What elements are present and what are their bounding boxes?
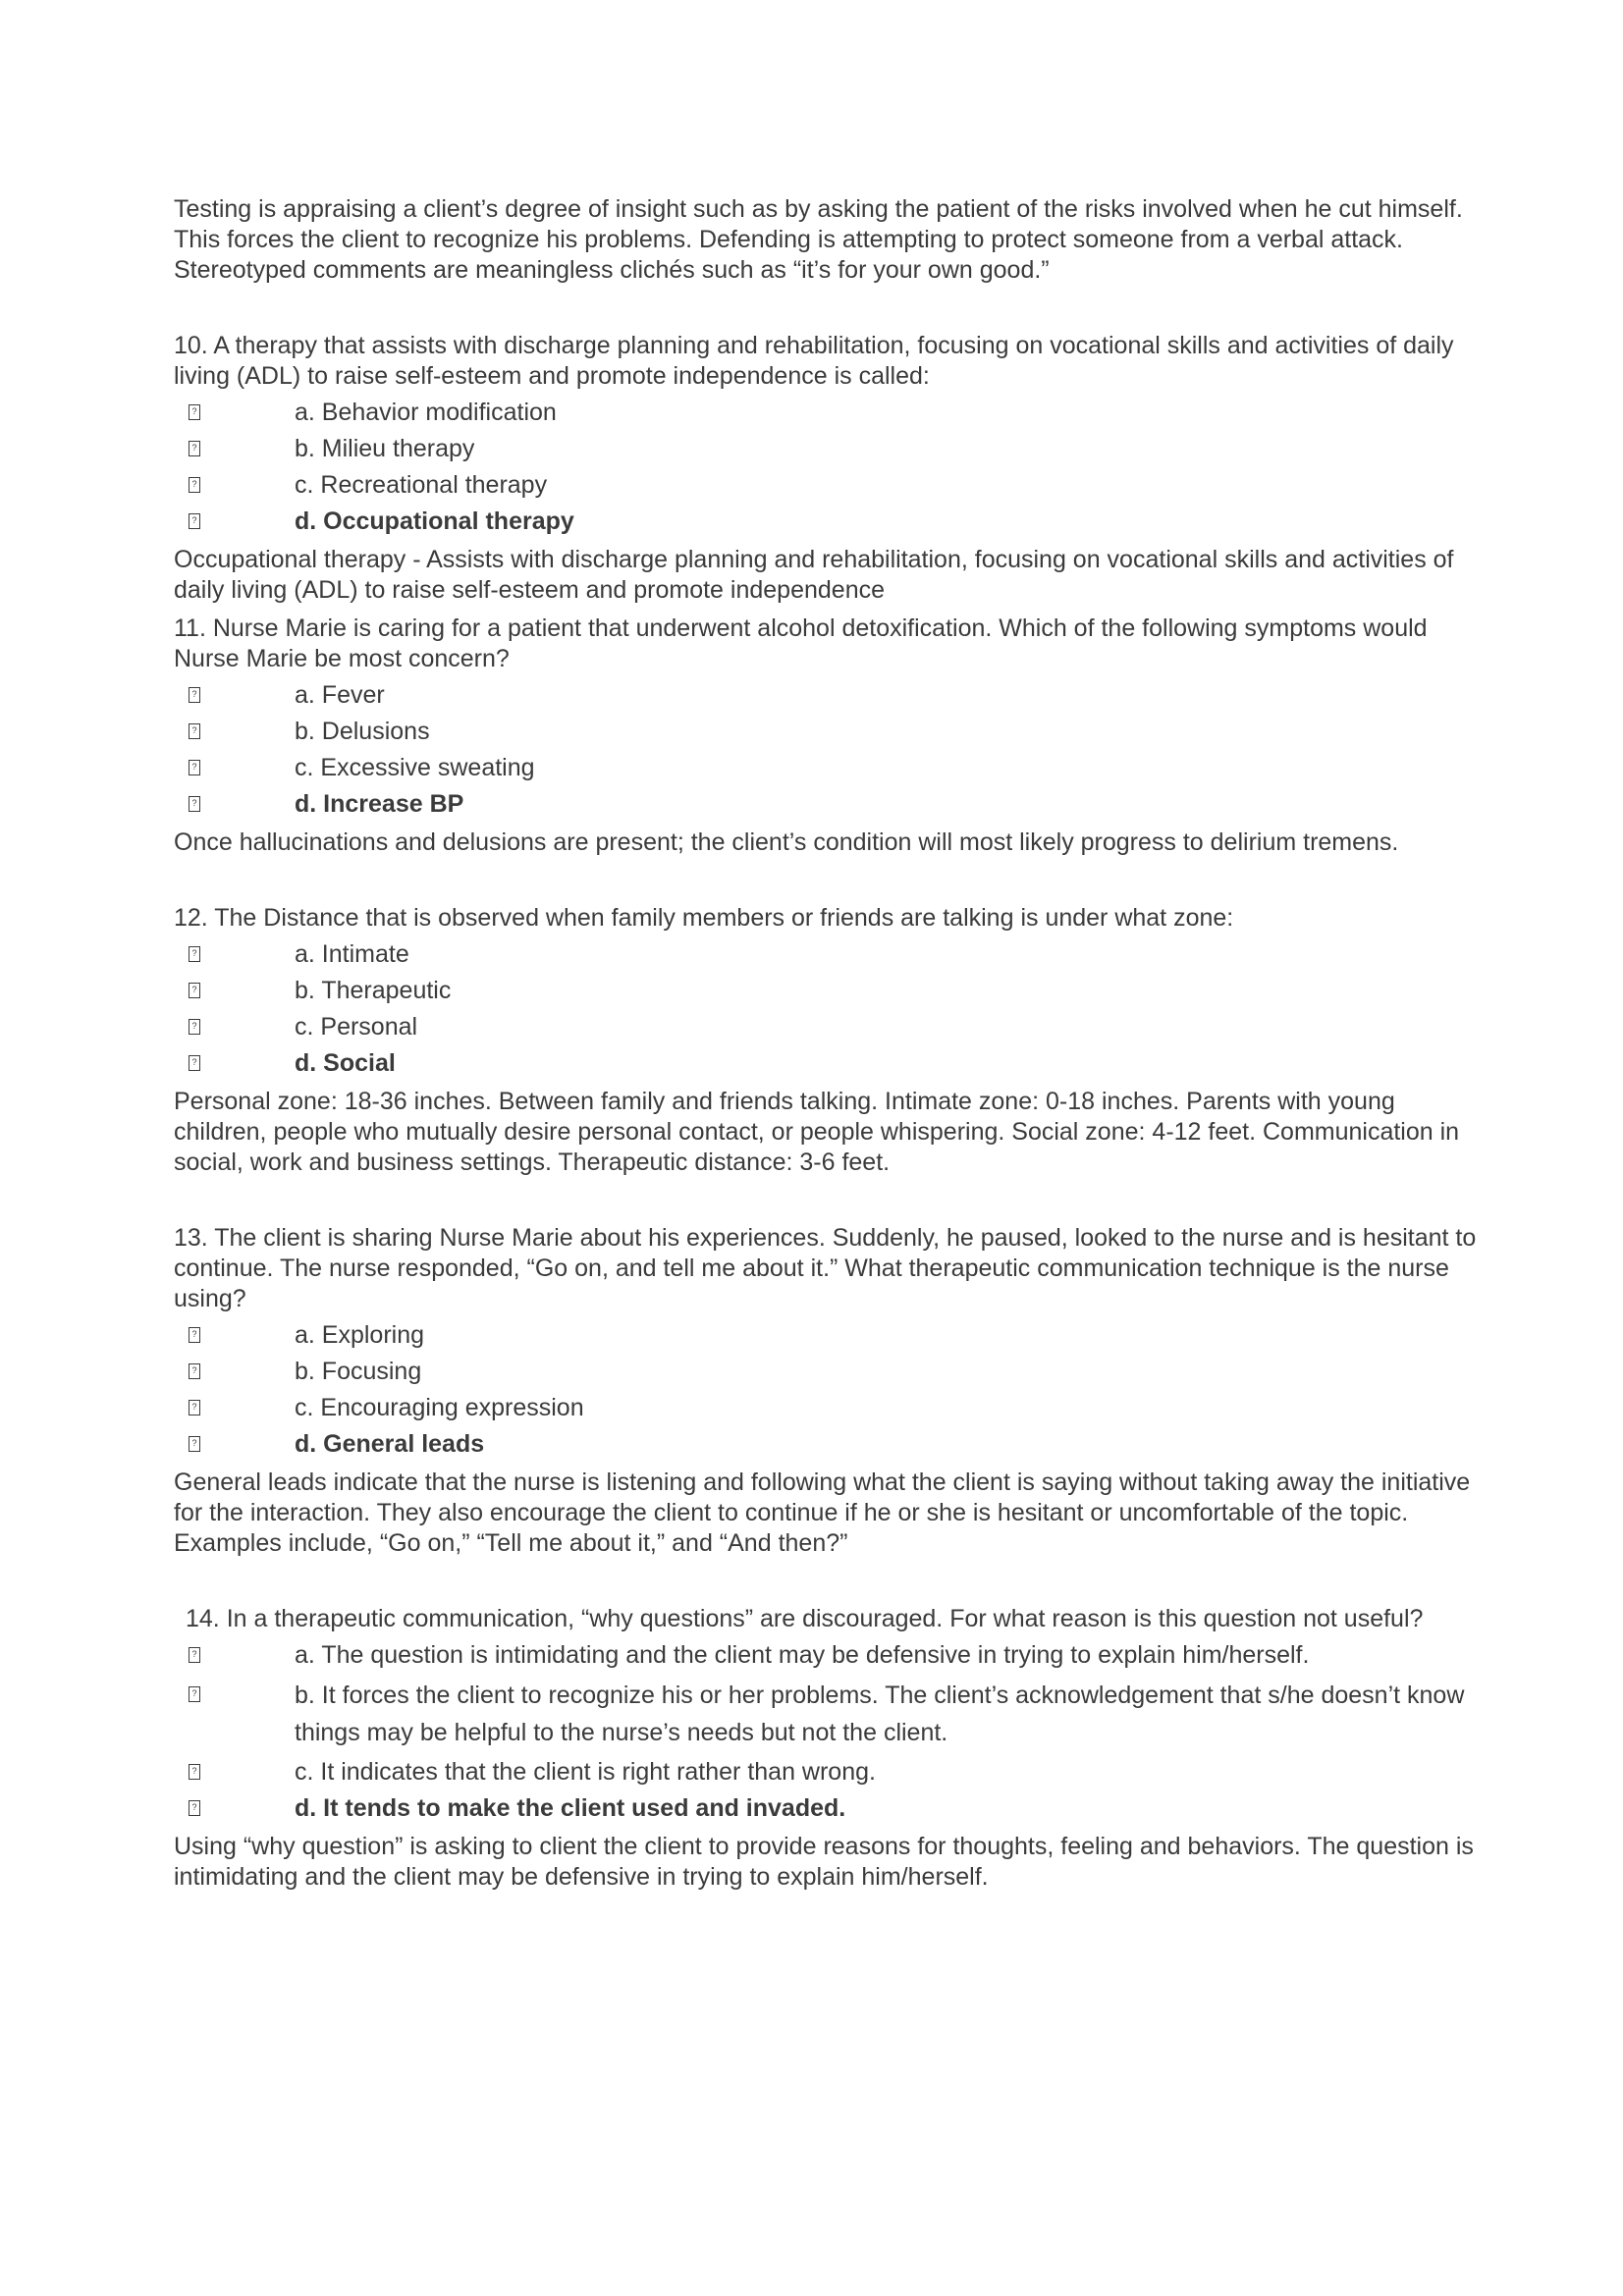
question-11-option-b: [174, 717, 1480, 747]
question-block-12: [174, 903, 1480, 1178]
section-gap: [174, 286, 1480, 323]
carryover-rationale-paragraph: Testing is appraising a client’s degree of insight such as by asking the patient of the risks involved when he cut himself. This forces the client to recognize his problems. Defending is attempting to protect someone from a verbal attack. Stereotyped comments are meaningless clichés such as “it’s for your own good.”: [174, 195, 1463, 284]
question-13-text: 13. The client is sharing Nurse Marie about his experiences. Suddenly, he paused, looked to the nurse and is hesitant to continue. The nurse responded, “Go on, and tell me about it.” What therapeutic communication technique is the nurse using?: [174, 1224, 1477, 1312]
option-b-label: b. Focusing: [295, 1358, 422, 1385]
missing-glyph-bullet-icon: ?: [189, 1363, 200, 1379]
document-content: [174, 194, 1480, 1893]
option-b-label: b. It forces the client to recognize his or her problems. The client’s acknowledgement that s/he doesn’t know things may be helpful to the nurse’s needs but not the client.: [295, 1682, 1465, 1746]
option-b-label: b. Delusions: [295, 718, 430, 745]
section-gap: [174, 858, 1480, 895]
question-11-option-a: [174, 680, 1480, 711]
question-14-option-d-answer: [174, 1793, 1480, 1824]
option-d-label: d. General leads: [295, 1430, 485, 1458]
option-a-label: a. Fever: [295, 681, 385, 709]
question-14-option-a: [174, 1640, 1480, 1671]
question-block-10: [174, 331, 1480, 606]
question-12-text: 12. The Distance that is observed when family members or friends are talking is under what zone:: [174, 904, 1234, 932]
option-b-label: b. Therapeutic: [295, 977, 452, 1004]
option-d-label: d. Social: [295, 1049, 396, 1077]
question-11-option-c: [174, 753, 1480, 783]
missing-glyph-bullet-icon: ?: [189, 1436, 200, 1452]
option-c-label: c. Excessive sweating: [295, 754, 535, 781]
question-block-13: [174, 1223, 1480, 1559]
question-10-text: 10. A therapy that assists with discharge planning and rehabilitation, focusing on vocational skills and activities of daily living (ADL) to raise self-esteem and promote independence is called:: [174, 332, 1454, 390]
option-d-label: d. It tends to make the client used and invaded.: [295, 1794, 846, 1822]
question-12-rationale: Personal zone: 18-36 inches. Between family and friends talking. Intimate zone: 0-18 inches. Parents with young children, people who mutually desire personal contact, or people whispering. Social zone: 4-12 feet. Communication in social, work and business settings. Therapeutic distance: 3-6 feet.: [174, 1088, 1460, 1176]
question-13-option-c: [174, 1393, 1480, 1423]
question-12-option-d-answer: [174, 1048, 1480, 1079]
missing-glyph-bullet-icon: ?: [189, 687, 200, 703]
missing-glyph-bullet-icon: ?: [189, 946, 200, 962]
question-14-option-b: [174, 1677, 1480, 1751]
missing-glyph-bullet-icon: ?: [189, 1686, 200, 1702]
missing-glyph-bullet-icon: ?: [189, 1400, 200, 1415]
missing-glyph-bullet-icon: ?: [189, 513, 200, 529]
question-block-14: [174, 1604, 1480, 1893]
missing-glyph-bullet-icon: ?: [189, 1019, 200, 1035]
option-a-label: a. Behavior modification: [295, 399, 557, 426]
question-11-text: 11. Nurse Marie is caring for a patient that underwent alcohol detoxification. Which of the following symptoms would Nurse Marie be most concern?: [174, 614, 1428, 672]
question-14-option-c: [174, 1757, 1480, 1788]
missing-glyph-bullet-icon: ?: [189, 796, 200, 812]
missing-glyph-bullet-icon: ?: [189, 1647, 200, 1663]
missing-glyph-bullet-icon: ?: [189, 477, 200, 493]
option-a-label: a. Exploring: [295, 1321, 425, 1349]
missing-glyph-bullet-icon: ?: [189, 1800, 200, 1816]
question-12-option-b: [174, 976, 1480, 1006]
question-14-text: 14. In a therapeutic communication, “why questions” are discouraged. For what reason is this question not useful?: [186, 1605, 1424, 1632]
option-c-label: c. Personal: [295, 1013, 418, 1041]
option-c-label: c. Recreational therapy: [295, 471, 548, 499]
option-d-label: d. Increase BP: [295, 790, 464, 818]
section-gap: [174, 1559, 1480, 1596]
question-block-11: [174, 614, 1480, 858]
missing-glyph-bullet-icon: ?: [189, 983, 200, 998]
question-12-option-c: [174, 1012, 1480, 1042]
section-gap: [174, 1178, 1480, 1215]
question-12-option-a: [174, 939, 1480, 970]
question-13-option-a: [174, 1320, 1480, 1351]
question-13-option-b: [174, 1357, 1480, 1387]
option-c-label: c. It indicates that the client is right rather than wrong.: [295, 1758, 876, 1786]
option-a-label: a. Intimate: [295, 940, 409, 968]
question-10-option-d-answer: [174, 507, 1480, 537]
option-a-label: a. The question is intimidating and the client may be defensive in trying to explain him/herself.: [295, 1641, 1310, 1669]
question-10-option-b: [174, 434, 1480, 464]
missing-glyph-bullet-icon: ?: [189, 441, 200, 456]
question-11-rationale: Once hallucinations and delusions are present; the client’s condition will most likely progress to delirium tremens.: [174, 828, 1399, 856]
missing-glyph-bullet-icon: ?: [189, 1764, 200, 1780]
question-14-rationale: Using “why question” is asking to client the client to provide reasons for thoughts, feeling and behaviors. The question is intimidating and the client may be defensive in trying to explain him/herself.: [174, 1833, 1474, 1891]
option-c-label: c. Encouraging expression: [295, 1394, 584, 1421]
missing-glyph-bullet-icon: ?: [189, 1055, 200, 1071]
question-10-option-a: [174, 398, 1480, 428]
missing-glyph-bullet-icon: ?: [189, 1327, 200, 1343]
question-11-option-d-answer: [174, 789, 1480, 820]
missing-glyph-bullet-icon: ?: [189, 723, 200, 739]
question-13-option-d-answer: [174, 1429, 1480, 1460]
missing-glyph-bullet-icon: ?: [189, 404, 200, 420]
option-d-label: d. Occupational therapy: [295, 507, 574, 535]
question-13-rationale: General leads indicate that the nurse is listening and following what the client is saying without taking away the initiative for the interaction. They also encourage the client to continue if he or she is hesitant or uncomfortable of the topic. Examples include, “Go on,” “Tell me about it,” and “And then?”: [174, 1468, 1471, 1557]
missing-glyph-bullet-icon: ?: [189, 760, 200, 775]
question-10-option-c: [174, 470, 1480, 501]
option-b-label: b. Milieu therapy: [295, 435, 475, 462]
question-10-rationale: Occupational therapy - Assists with discharge planning and rehabilitation, focusing on vocational skills and activities of daily living (ADL) to raise self-esteem and promote independence: [174, 546, 1454, 604]
